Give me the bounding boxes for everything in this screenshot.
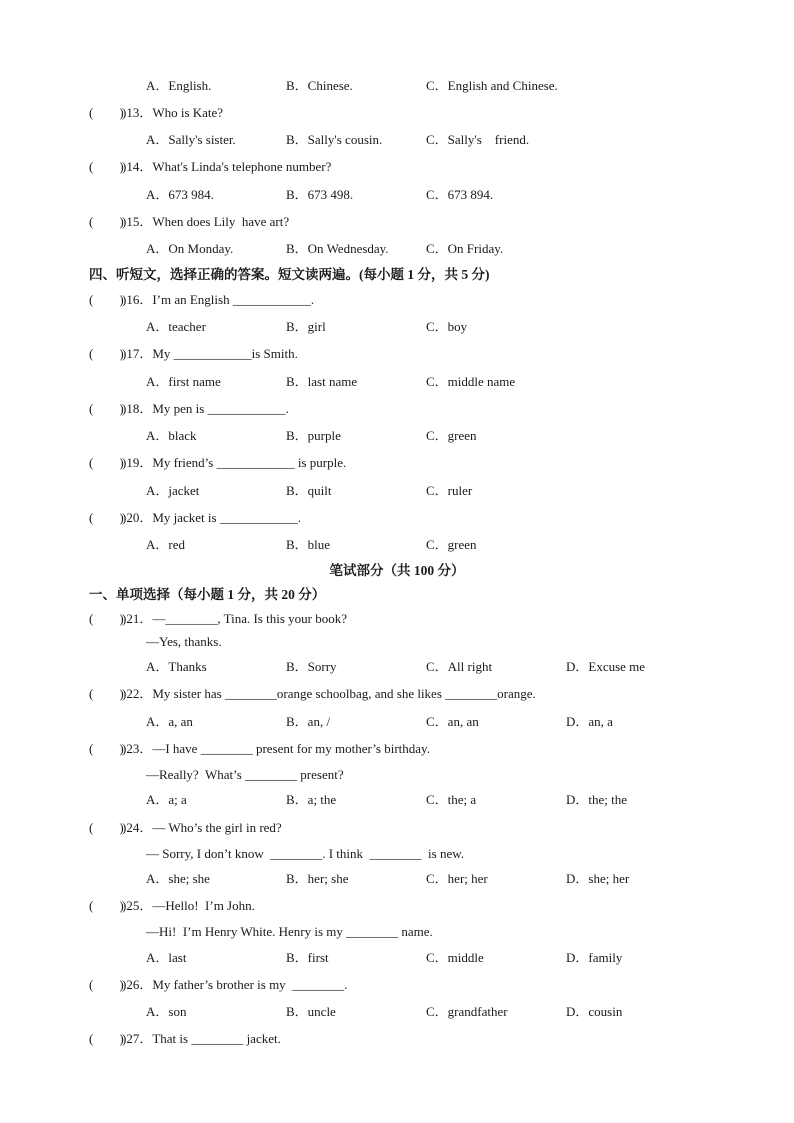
q22-stem: )22．My sister has ________orange schoolbag, and she likes ________orange. bbox=[122, 686, 536, 701]
q27-stem: )27．That is ________ jacket. bbox=[122, 1031, 281, 1046]
q25-stem: )25．—Hello! I’m John. bbox=[122, 898, 255, 913]
q12-option-b: B．Chinese. bbox=[286, 78, 353, 93]
q13-option-b: B．Sally's cousin. bbox=[286, 132, 383, 147]
q15-option-b: B．On Wednesday. bbox=[286, 241, 389, 256]
q18-stem: )18．My pen is ____________. bbox=[122, 401, 289, 416]
q19-option-b: B．quilt bbox=[286, 483, 332, 498]
q12-option-a: A．English. bbox=[146, 78, 212, 93]
q21-dialogue-line: —Yes, thanks. bbox=[146, 634, 222, 649]
q21-option-d: D．Excuse me bbox=[566, 659, 646, 674]
answer-paren: ( ) bbox=[89, 159, 124, 174]
q20-stem: )20．My jacket is ____________. bbox=[122, 510, 302, 525]
q26-option-c: C．grandfather bbox=[426, 1004, 508, 1019]
q23-option-b: B．a; the bbox=[286, 792, 337, 807]
answer-paren: ( ) bbox=[89, 401, 124, 416]
q24-option-d: D．she; her bbox=[566, 871, 630, 886]
q14-option-a: A．673 984. bbox=[146, 187, 214, 202]
q20-option-c: C．green bbox=[426, 537, 477, 552]
q16-stem: )16．I’m an English ____________. bbox=[122, 292, 315, 307]
q20-option-b: B．blue bbox=[286, 537, 331, 552]
q22-option-b: B．an, / bbox=[286, 714, 331, 729]
answer-paren: ( ) bbox=[89, 741, 124, 756]
section-heading: 四、听短文，选择正确的答案。短文读两遍。(每小题 1 分，共 5 分) bbox=[89, 267, 490, 282]
q21-option-c: C．All right bbox=[426, 659, 493, 674]
q25-option-a: A．last bbox=[146, 950, 187, 965]
answer-paren: ( ) bbox=[89, 686, 124, 701]
q19-option-a: A．jacket bbox=[146, 483, 200, 498]
q14-option-b: B．673 498. bbox=[286, 187, 354, 202]
q18-option-a: A．black bbox=[146, 428, 197, 443]
q18-option-c: C．green bbox=[426, 428, 477, 443]
answer-paren: ( ) bbox=[89, 214, 124, 229]
answer-paren: ( ) bbox=[89, 898, 124, 913]
q26-option-a: A．son bbox=[146, 1004, 187, 1019]
q13-stem: )13．Who is Kate? bbox=[122, 105, 224, 120]
q24-stem: )24．— Who’s the girl in red? bbox=[122, 820, 282, 835]
q19-option-c: C．ruler bbox=[426, 483, 473, 498]
q23-option-a: A．a; a bbox=[146, 792, 187, 807]
q25-option-c: C．middle bbox=[426, 950, 484, 965]
q12-option-c: C．English and Chinese. bbox=[426, 78, 558, 93]
q21-option-b: B．Sorry bbox=[286, 659, 337, 674]
q17-option-b: B．last name bbox=[286, 374, 358, 389]
q25-option-d: D．family bbox=[566, 950, 623, 965]
q26-option-d: D．cousin bbox=[566, 1004, 623, 1019]
q22-option-a: A．a, an bbox=[146, 714, 193, 729]
answer-paren: ( ) bbox=[89, 292, 124, 307]
q23-option-d: D．the; the bbox=[566, 792, 628, 807]
q18-option-b: B．purple bbox=[286, 428, 341, 443]
q25-option-b: B．first bbox=[286, 950, 329, 965]
answer-paren: ( ) bbox=[89, 346, 124, 361]
q24-option-b: B．her; she bbox=[286, 871, 349, 886]
q16-option-b: B．girl bbox=[286, 319, 326, 334]
answer-paren: ( ) bbox=[89, 510, 124, 525]
q26-stem: )26．My father’s brother is my ________. bbox=[122, 977, 348, 992]
q21-option-a: A．Thanks bbox=[146, 659, 207, 674]
q13-option-c: C．Sally's friend. bbox=[426, 132, 530, 147]
q16-option-a: A．teacher bbox=[146, 319, 206, 334]
q17-option-c: C．middle name bbox=[426, 374, 516, 389]
answer-paren: ( ) bbox=[89, 1031, 124, 1046]
q19-stem: )19．My friend’s ____________ is purple. bbox=[122, 455, 347, 470]
q23-stem: )23．—I have ________ present for my mother’s birthday. bbox=[122, 741, 430, 756]
q26-option-b: B．uncle bbox=[286, 1004, 336, 1019]
q15-option-c: C．On Friday. bbox=[426, 241, 504, 256]
q22-option-d: D．an, a bbox=[566, 714, 613, 729]
section-heading: 一、单项选择（每小题 1 分，共 20 分） bbox=[89, 587, 326, 602]
answer-paren: ( ) bbox=[89, 611, 124, 626]
q24-option-a: A．she; she bbox=[146, 871, 210, 886]
answer-paren: ( ) bbox=[89, 977, 124, 992]
q24-dialogue-line: — Sorry, I don’t know ________. I think ________ is new. bbox=[146, 846, 465, 861]
q23-dialogue-line: —Really? What’s ________ present? bbox=[146, 767, 344, 782]
answer-paren: ( ) bbox=[89, 820, 124, 835]
q17-stem: )17．My ____________is Smith. bbox=[122, 346, 298, 361]
q17-option-a: A．first name bbox=[146, 374, 221, 389]
q15-stem: )15．When does Lily have art? bbox=[122, 214, 290, 229]
q15-option-a: A．On Monday. bbox=[146, 241, 234, 256]
q16-option-c: C．boy bbox=[426, 319, 468, 334]
q25-dialogue-line: —Hi! I’m Henry White. Henry is my ________ name. bbox=[146, 924, 433, 939]
q22-option-c: C．an, an bbox=[426, 714, 479, 729]
q20-option-a: A．red bbox=[146, 537, 185, 552]
answer-paren: ( ) bbox=[89, 105, 124, 120]
q14-stem: )14．What's Linda's telephone number? bbox=[122, 159, 332, 174]
answer-paren: ( ) bbox=[89, 455, 124, 470]
q14-option-c: C．673 894. bbox=[426, 187, 494, 202]
q23-option-c: C．the; a bbox=[426, 792, 477, 807]
q24-option-c: C．her; her bbox=[426, 871, 488, 886]
written-part-heading: 笔试部分（共 100 分） bbox=[329, 563, 465, 578]
q21-stem: )21．—________, Tina. Is this your book? bbox=[122, 611, 347, 626]
q13-option-a: A．Sally's sister. bbox=[146, 132, 236, 147]
